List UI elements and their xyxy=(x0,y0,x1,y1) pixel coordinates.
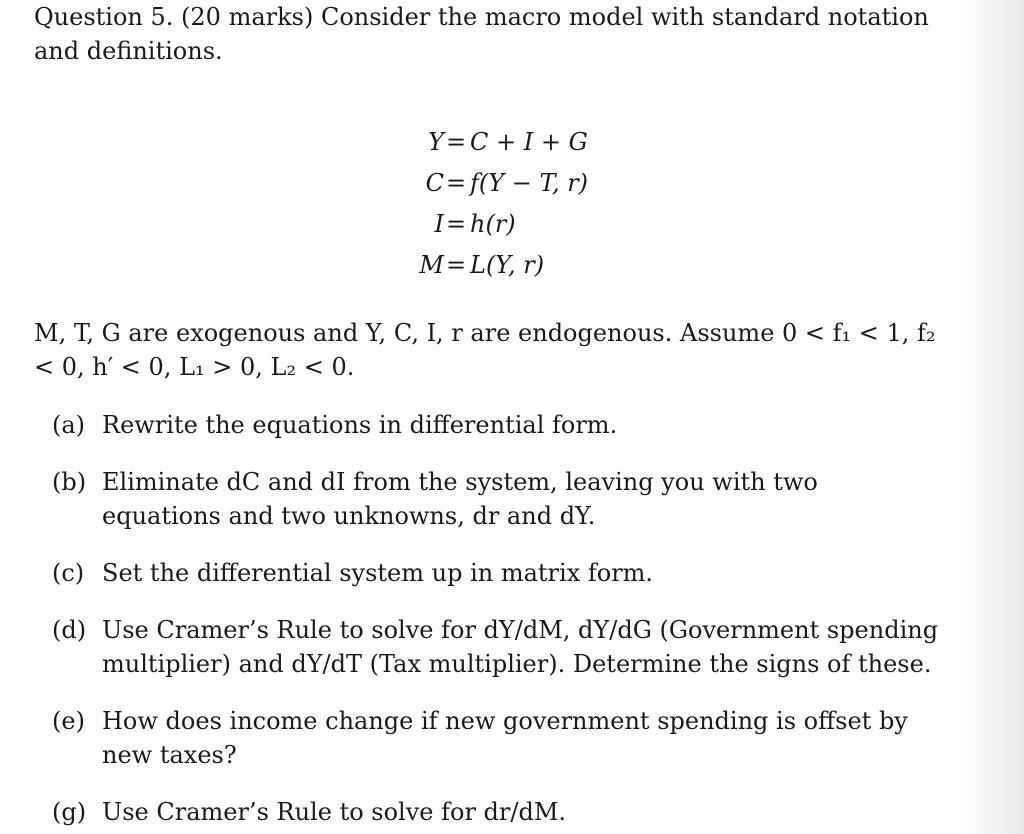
equation-row xyxy=(34,210,939,251)
question-part xyxy=(34,613,939,681)
equation-lhs: C xyxy=(425,169,444,197)
part-label: (c) xyxy=(52,559,85,587)
equation-rhs: f(Y − T, r) xyxy=(470,169,589,197)
equation-lhs: Y xyxy=(428,128,444,156)
question-parts-list xyxy=(34,408,939,829)
equation-lhs: I xyxy=(434,210,444,238)
question-part xyxy=(34,408,939,442)
part-text: Set the differential system up in matrix form. xyxy=(102,559,654,587)
part-text: Use Cramer’s Rule to solve for dY/dM, dY/dG (Government spending multiplier) and dY/dT (Tax multiplier). Determine the signs of these. xyxy=(102,616,939,678)
question-part xyxy=(34,795,939,829)
equals-sign: = xyxy=(445,251,467,279)
equals-sign: = xyxy=(445,169,467,197)
question-intro: Question 5. (20 marks) Consider the macro model with standard notation and definitions. xyxy=(34,3,929,65)
part-label: (a) xyxy=(52,411,86,439)
equation-rhs: h(r) xyxy=(470,210,516,238)
question-part xyxy=(34,465,939,533)
part-label: (d) xyxy=(52,616,87,644)
assumptions-text: M, T, G are exogenous and Y, C, I, r are endogenous. Assume 0 < f₁ < 1, f₂ < 0, h′ < 0, L₁ > 0, L₂ < 0. xyxy=(34,319,936,381)
page-edge-shadow xyxy=(964,0,1024,834)
question-part xyxy=(34,704,939,772)
model-equations xyxy=(34,128,939,292)
part-text: Use Cramer’s Rule to solve for dr/dM. xyxy=(102,798,567,826)
equation-row xyxy=(34,251,939,292)
part-text: Eliminate dC and dI from the system, leaving you with two equations and two unknowns, dr and dY. xyxy=(102,468,818,530)
question-part xyxy=(34,556,939,590)
equation-row xyxy=(34,128,939,169)
part-label: (g) xyxy=(52,798,87,826)
equation-rhs: C + I + G xyxy=(470,128,588,156)
equation-rhs: L(Y, r) xyxy=(470,251,545,279)
equation-lhs: M xyxy=(419,251,444,279)
part-label: (e) xyxy=(52,707,85,735)
equals-sign: = xyxy=(445,128,467,156)
part-label: (b) xyxy=(52,468,87,496)
part-text: How does income change if new government spending is offset by new taxes? xyxy=(102,707,908,769)
equation-row xyxy=(34,169,939,210)
equals-sign: = xyxy=(445,210,467,238)
part-text: Rewrite the equations in differential form. xyxy=(102,411,618,439)
